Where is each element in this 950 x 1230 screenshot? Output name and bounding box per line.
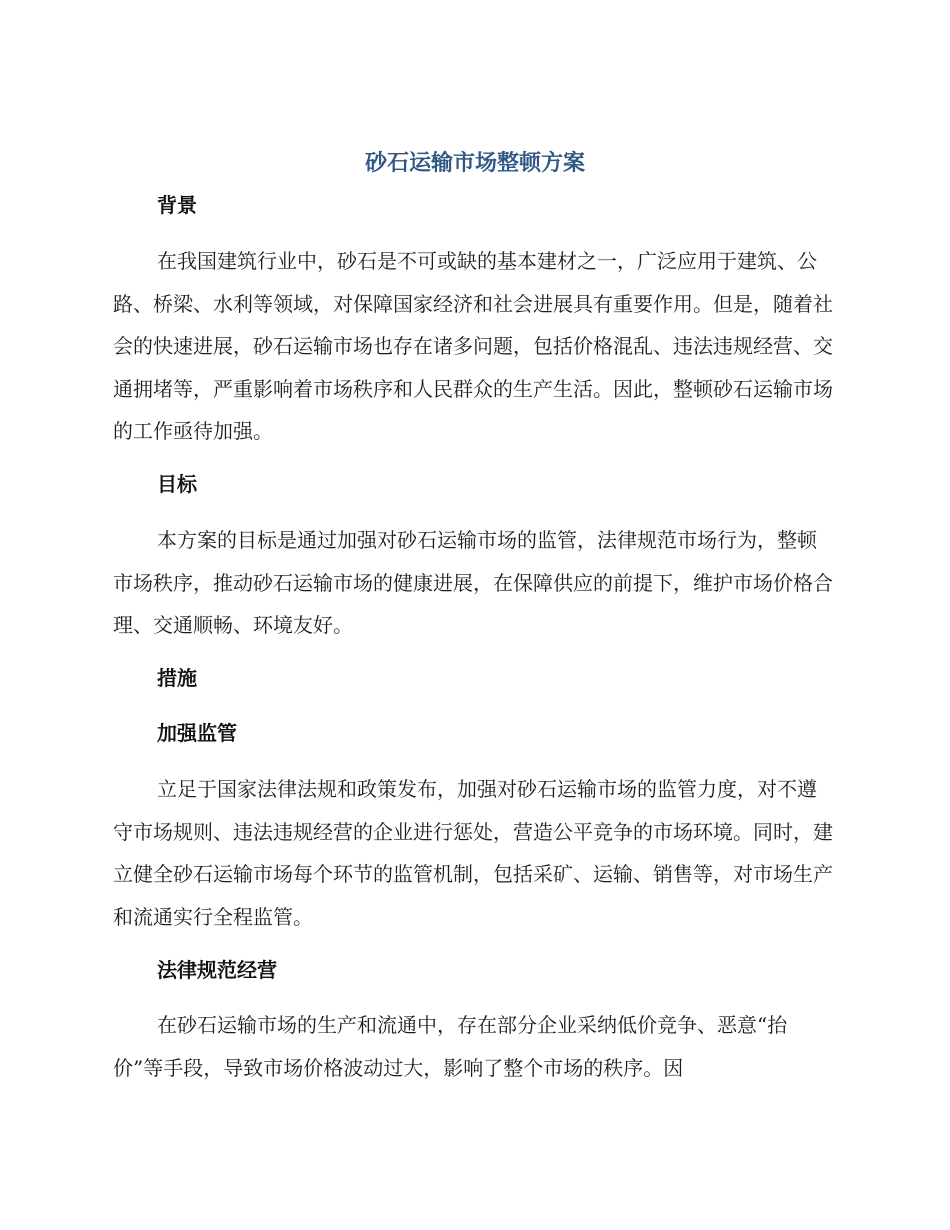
heading-measures: 措施 [157,666,197,690]
heading-background: 背景 [157,193,197,217]
document-title: 砂石运输市场整顿方案 [364,151,585,176]
paragraph-background: 在我国建筑行业中，砂石是不可或缺的基本建材之一，广泛应用于建筑、公路、桥梁、水利等领域，对保障国家经济和社会进展具有重要作用。但是，随着社会的快速进展，砂石运输市场也存在诸多问题，包括价格混乱、违法违规经营、交通拥堵等，严重影响着市场秩序和人民群众的生产生活。因此，整顿砂石运输市场的工作亟待加强。 [113,249,833,444]
paragraph-regulation: 在砂石运输市场的生产和流通中，存在部分企业采纳低价竞争、恶意“抬价”等手段，导致市场价格波动过大，影响了整个市场的秩序。因 [113,1013,788,1080]
paragraph-goal: 本方案的目标是通过加强对砂石运输市场的监管，法律规范市场行为，整顿市场秩序，推动砂石运输市场的健康进展，在保障供应的前提下，维护市场价格合理、交通顺畅、环境友好。 [113,528,833,638]
heading-regulation: 法律规范经营 [157,958,277,982]
heading-supervision: 加强监管 [157,721,237,745]
heading-goal: 目标 [157,472,197,496]
paragraph-supervision: 立足于国家法律法规和政策发布，加强对砂石运输市场的监管力度，对不遵守市场规则、违法违规经营的企业进行惩处，营造公平竞争的市场环境。同时，建立健全砂石运输市场每个环节的监管机制，包括采矿、运输、销售等，对市场生产和流通实行全程监管。 [113,777,833,929]
